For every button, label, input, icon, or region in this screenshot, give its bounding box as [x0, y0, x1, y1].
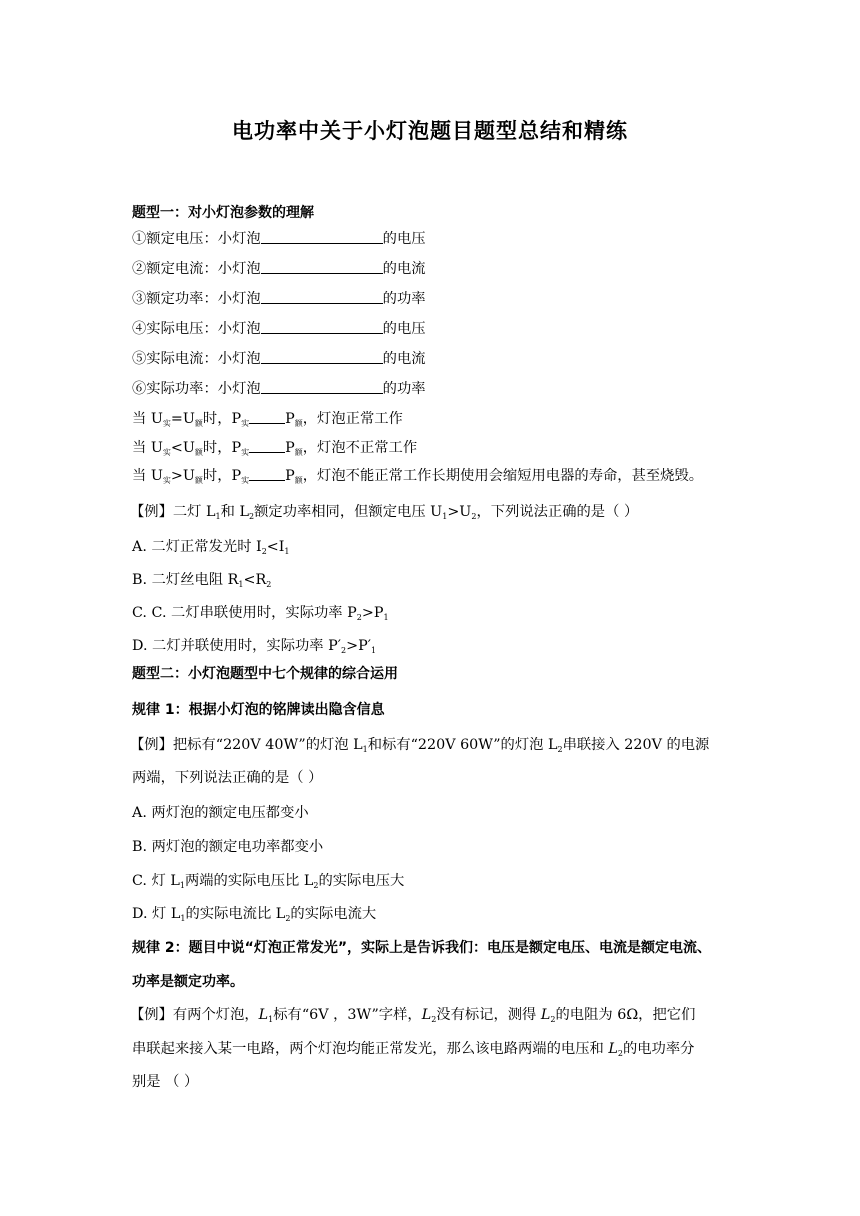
condition-normal	[132, 409, 403, 429]
section2-heading: 题型二：小灯泡题型中七个规律的综合运用	[132, 666, 398, 682]
fill-blank	[261, 319, 383, 334]
subscript: 2	[550, 1015, 556, 1024]
subscript: 实	[241, 419, 250, 428]
example2-option-c	[132, 871, 404, 891]
rule2-heading-line2: 功率是额定功率。	[132, 974, 244, 990]
subscript: 1	[383, 613, 389, 622]
subscript: 2	[285, 914, 291, 923]
param-item-prefix: ⑤实际电流：小灯泡	[132, 351, 261, 367]
subscript: 2	[341, 646, 347, 655]
subscript: 额	[294, 476, 303, 485]
fill-blank	[261, 349, 383, 364]
text: 串联起来接入某一电路，两个灯泡均能正常发光，那么该电路两端的电压和	[132, 1041, 609, 1057]
param-item-actual-current	[132, 349, 426, 369]
text: C. C. 二灯串联使用时，实际功率 P	[132, 605, 357, 621]
text: ，下列说法正确的是（ ）	[476, 504, 639, 520]
param-item-suffix: 的电流	[382, 351, 426, 367]
italic-symbol: L	[421, 1007, 432, 1023]
example1-question	[130, 502, 638, 522]
text: <U	[170, 440, 195, 456]
italic-symbol: L	[258, 1007, 269, 1023]
subscript: 实	[241, 448, 250, 457]
fill-blank	[261, 379, 383, 394]
subscript: 额	[294, 448, 303, 457]
subscript: 1	[268, 1015, 274, 1024]
text: B. 二灯丝电阻 R	[132, 572, 239, 588]
rule1-heading: 规律 1：根据小灯泡的铭牌读出隐含信息	[132, 702, 385, 718]
text: 额定功率相同，但额定电压 U	[254, 504, 443, 520]
example1-option-b	[132, 570, 271, 590]
text: 时，P	[202, 411, 242, 427]
param-item-suffix: 的功率	[382, 291, 426, 307]
param-item-suffix: 的电压	[382, 231, 426, 247]
example1-option-d	[132, 636, 376, 656]
fill-blank	[261, 229, 383, 244]
text: 的电功率分	[622, 1041, 695, 1057]
param-item-prefix: ①额定电压：小灯泡	[132, 231, 261, 247]
subscript: 2	[557, 745, 563, 754]
text: 的实际电压大	[318, 873, 405, 889]
param-item-prefix: ③额定功率：小灯泡	[132, 291, 261, 307]
text: ，灯泡正常工作	[302, 411, 403, 427]
param-item-suffix: 的电流	[382, 261, 426, 277]
text: P	[285, 468, 295, 484]
text: 的实际电流大	[290, 906, 377, 922]
example2-question-line1	[130, 735, 709, 755]
text: D. 二灯并联使用时，实际功率 P′	[132, 638, 342, 654]
subscript: 1	[179, 881, 185, 890]
text: 当 U	[132, 411, 163, 427]
text: P	[285, 411, 295, 427]
param-item-prefix: ④实际电压：小灯泡	[132, 321, 261, 337]
condition-over	[132, 466, 703, 486]
subscript: 1	[362, 745, 368, 754]
fill-blank	[249, 466, 285, 481]
subscript: 实	[241, 476, 250, 485]
text: 【例】有两个灯泡，	[130, 1007, 259, 1023]
text: 当 U	[132, 440, 163, 456]
text: 时，P	[202, 468, 242, 484]
subscript: 1	[215, 512, 221, 521]
subscript: 2	[266, 580, 272, 589]
subscript: 实	[162, 476, 171, 485]
text: 当 U	[132, 468, 163, 484]
text: >U	[447, 504, 472, 520]
text: P	[285, 440, 295, 456]
text: 没有标记，测得	[436, 1007, 541, 1023]
fill-blank	[249, 438, 285, 453]
example3-question-line1	[130, 1005, 695, 1025]
rule2-heading-line1: 规律 2：题目中说“灯泡正常发光”，实际上是告诉我们：电压是额定电压、电流是额定电流、	[132, 940, 712, 956]
italic-symbol: L	[608, 1041, 618, 1057]
example1-option-c	[132, 603, 389, 623]
text: D. 灯 L	[132, 906, 181, 922]
example2-option-d	[132, 904, 376, 924]
param-item-suffix: 的功率	[382, 381, 426, 397]
text: 的实际电流比 L	[185, 906, 286, 922]
example2-option-a: A. 两灯泡的额定电压都变小	[132, 805, 309, 821]
fill-blank	[249, 409, 285, 424]
example2-question-line2: 两端，下列说法正确的是（ ）	[132, 770, 323, 786]
text: A. 二灯正常发光时 I	[132, 539, 262, 555]
text: 时，P	[202, 440, 242, 456]
subscript: 1	[370, 646, 377, 655]
text: >P	[361, 605, 384, 621]
subscript: 2	[248, 512, 255, 521]
condition-under	[132, 438, 417, 458]
param-item-rated-voltage	[132, 229, 426, 249]
subscript: 额	[194, 419, 203, 428]
subscript: 2	[261, 547, 267, 556]
param-item-prefix: ⑥实际功率：小灯泡	[132, 381, 261, 397]
fill-blank	[261, 289, 383, 304]
subscript: 额	[194, 476, 203, 485]
param-item-rated-power	[132, 289, 426, 309]
param-item-suffix: 的电压	[382, 321, 426, 337]
subscript: 2	[431, 1015, 437, 1024]
subscript: 1	[238, 580, 244, 589]
subscript: 实	[162, 448, 171, 457]
subscript: 2	[356, 613, 362, 622]
subscript: 2	[471, 512, 477, 521]
subscript: 1	[442, 512, 448, 521]
example1-option-a	[132, 537, 290, 557]
fill-blank	[261, 259, 383, 274]
text: >P′	[346, 638, 371, 654]
text: 和标有“220V 60W”的灯泡 L	[367, 737, 558, 753]
subscript: 2	[313, 881, 319, 890]
example3-question-line2	[132, 1039, 694, 1059]
text: C. 灯 L	[132, 873, 180, 889]
page-title: 电功率中关于小灯泡题目题型总结和精练	[232, 119, 628, 143]
text: ，灯泡不正常工作	[302, 440, 418, 456]
text: 【例】把标有“220V 40W”的灯泡 L	[130, 737, 363, 753]
text: 的电阻为 6Ω，把它们	[555, 1007, 696, 1023]
text: >U	[170, 468, 195, 484]
text: 和 L	[220, 504, 249, 520]
text: ，灯泡不能正常工作长期使用会缩短用电器的寿命，甚至烧毁。	[302, 468, 704, 484]
subscript: 1	[180, 914, 186, 923]
text: <I	[266, 539, 285, 555]
italic-symbol: L	[540, 1007, 551, 1023]
subscript: 额	[294, 419, 303, 428]
param-item-prefix: ②额定电流：小灯泡	[132, 261, 261, 277]
subscript: 实	[162, 419, 171, 428]
example3-question-line3: 别是 （ ）	[132, 1074, 199, 1090]
param-item-rated-current	[132, 259, 426, 279]
param-item-actual-voltage	[132, 319, 426, 339]
text: 【例】二灯 L	[130, 504, 216, 520]
section1-heading: 题型一：对小灯泡参数的理解	[132, 205, 314, 221]
text: 串联接入 220V 的电源	[562, 737, 710, 753]
subscript: 1	[284, 547, 290, 556]
example2-option-b: B. 两灯泡的额定电功率都变小	[132, 839, 324, 855]
text: =U	[170, 411, 195, 427]
subscript: 2	[617, 1049, 623, 1058]
text: <R	[243, 572, 267, 588]
param-item-actual-power	[132, 379, 426, 399]
text: 标有“6V ，3W”字样，	[273, 1007, 422, 1023]
text: 两端的实际电压比 L	[184, 873, 314, 889]
subscript: 额	[194, 448, 203, 457]
